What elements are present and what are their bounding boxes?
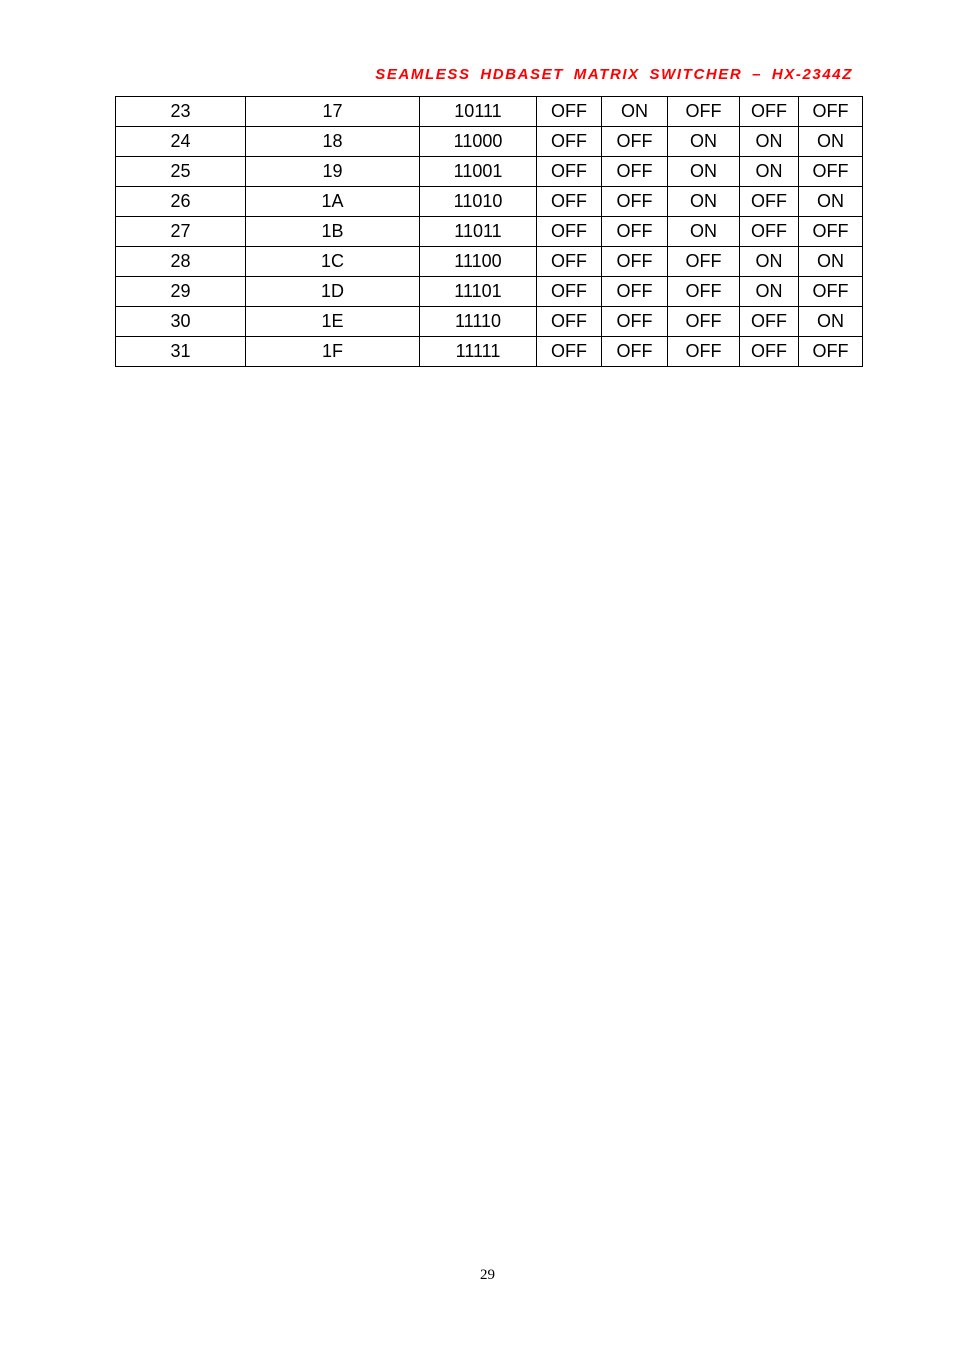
switch-2-cell: OFF xyxy=(602,277,668,307)
switch-3-cell: OFF xyxy=(668,307,740,337)
decimal-cell: 27 xyxy=(116,217,246,247)
switch-5-cell: OFF xyxy=(799,97,863,127)
dip-switch-table xyxy=(115,96,863,367)
switch-5-cell: ON xyxy=(799,127,863,157)
switch-4-cell: OFF xyxy=(740,187,799,217)
decimal-cell: 30 xyxy=(116,307,246,337)
switch-1-cell: OFF xyxy=(537,97,602,127)
switch-5-cell: OFF xyxy=(799,337,863,367)
switch-1-cell: OFF xyxy=(537,157,602,187)
page-number: 29 xyxy=(480,1267,495,1283)
switch-3-cell: ON xyxy=(668,157,740,187)
decimal-cell: 24 xyxy=(116,127,246,157)
hex-cell: 19 xyxy=(246,157,420,187)
switch-3-cell: OFF xyxy=(668,277,740,307)
binary-cell: 10111 xyxy=(420,97,537,127)
switch-3-cell: OFF xyxy=(668,337,740,367)
switch-5-cell: ON xyxy=(799,247,863,277)
running-header: SEAMLESS HDBASET MATRIX SWITCHER – HX-2344Z xyxy=(375,66,853,83)
switch-3-cell: ON xyxy=(668,217,740,247)
switch-2-cell: OFF xyxy=(602,217,668,247)
table-row xyxy=(116,217,863,247)
switch-3-cell: OFF xyxy=(668,97,740,127)
switch-1-cell: OFF xyxy=(537,247,602,277)
switch-4-cell: OFF xyxy=(740,307,799,337)
table-row xyxy=(116,187,863,217)
hex-cell: 1C xyxy=(246,247,420,277)
binary-cell: 11111 xyxy=(420,337,537,367)
table-row xyxy=(116,277,863,307)
binary-cell: 11100 xyxy=(420,247,537,277)
binary-cell: 11011 xyxy=(420,217,537,247)
table-row xyxy=(116,157,863,187)
decimal-cell: 23 xyxy=(116,97,246,127)
switch-1-cell: OFF xyxy=(537,127,602,157)
switch-1-cell: OFF xyxy=(537,307,602,337)
table-body xyxy=(116,97,863,367)
switch-2-cell: OFF xyxy=(602,127,668,157)
hex-cell: 1A xyxy=(246,187,420,217)
hex-cell: 1E xyxy=(246,307,420,337)
switch-1-cell: OFF xyxy=(537,217,602,247)
switch-5-cell: ON xyxy=(799,187,863,217)
switch-4-cell: OFF xyxy=(740,97,799,127)
hex-cell: 18 xyxy=(246,127,420,157)
switch-5-cell: ON xyxy=(799,307,863,337)
switch-3-cell: ON xyxy=(668,127,740,157)
decimal-cell: 31 xyxy=(116,337,246,367)
binary-cell: 11001 xyxy=(420,157,537,187)
decimal-cell: 26 xyxy=(116,187,246,217)
table-row xyxy=(116,247,863,277)
switch-2-cell: OFF xyxy=(602,157,668,187)
table-row xyxy=(116,307,863,337)
switch-1-cell: OFF xyxy=(537,337,602,367)
hex-cell: 1D xyxy=(246,277,420,307)
switch-3-cell: OFF xyxy=(668,247,740,277)
table-row xyxy=(116,127,863,157)
table-row xyxy=(116,337,863,367)
switch-1-cell: OFF xyxy=(537,277,602,307)
decimal-cell: 29 xyxy=(116,277,246,307)
binary-cell: 11101 xyxy=(420,277,537,307)
switch-5-cell: OFF xyxy=(799,217,863,247)
hex-cell: 1B xyxy=(246,217,420,247)
switch-4-cell: ON xyxy=(740,277,799,307)
switch-3-cell: ON xyxy=(668,187,740,217)
switch-5-cell: OFF xyxy=(799,157,863,187)
switch-5-cell: OFF xyxy=(799,277,863,307)
binary-cell: 11000 xyxy=(420,127,537,157)
switch-4-cell: ON xyxy=(740,127,799,157)
switch-4-cell: ON xyxy=(740,157,799,187)
hex-cell: 1F xyxy=(246,337,420,367)
switch-2-cell: OFF xyxy=(602,307,668,337)
switch-1-cell: OFF xyxy=(537,187,602,217)
switch-2-cell: OFF xyxy=(602,247,668,277)
binary-cell: 11010 xyxy=(420,187,537,217)
switch-2-cell: OFF xyxy=(602,187,668,217)
switch-2-cell: ON xyxy=(602,97,668,127)
hex-cell: 17 xyxy=(246,97,420,127)
table-row xyxy=(116,97,863,127)
binary-cell: 11110 xyxy=(420,307,537,337)
switch-4-cell: OFF xyxy=(740,337,799,367)
switch-4-cell: ON xyxy=(740,247,799,277)
decimal-cell: 28 xyxy=(116,247,246,277)
switch-2-cell: OFF xyxy=(602,337,668,367)
switch-4-cell: OFF xyxy=(740,217,799,247)
decimal-cell: 25 xyxy=(116,157,246,187)
